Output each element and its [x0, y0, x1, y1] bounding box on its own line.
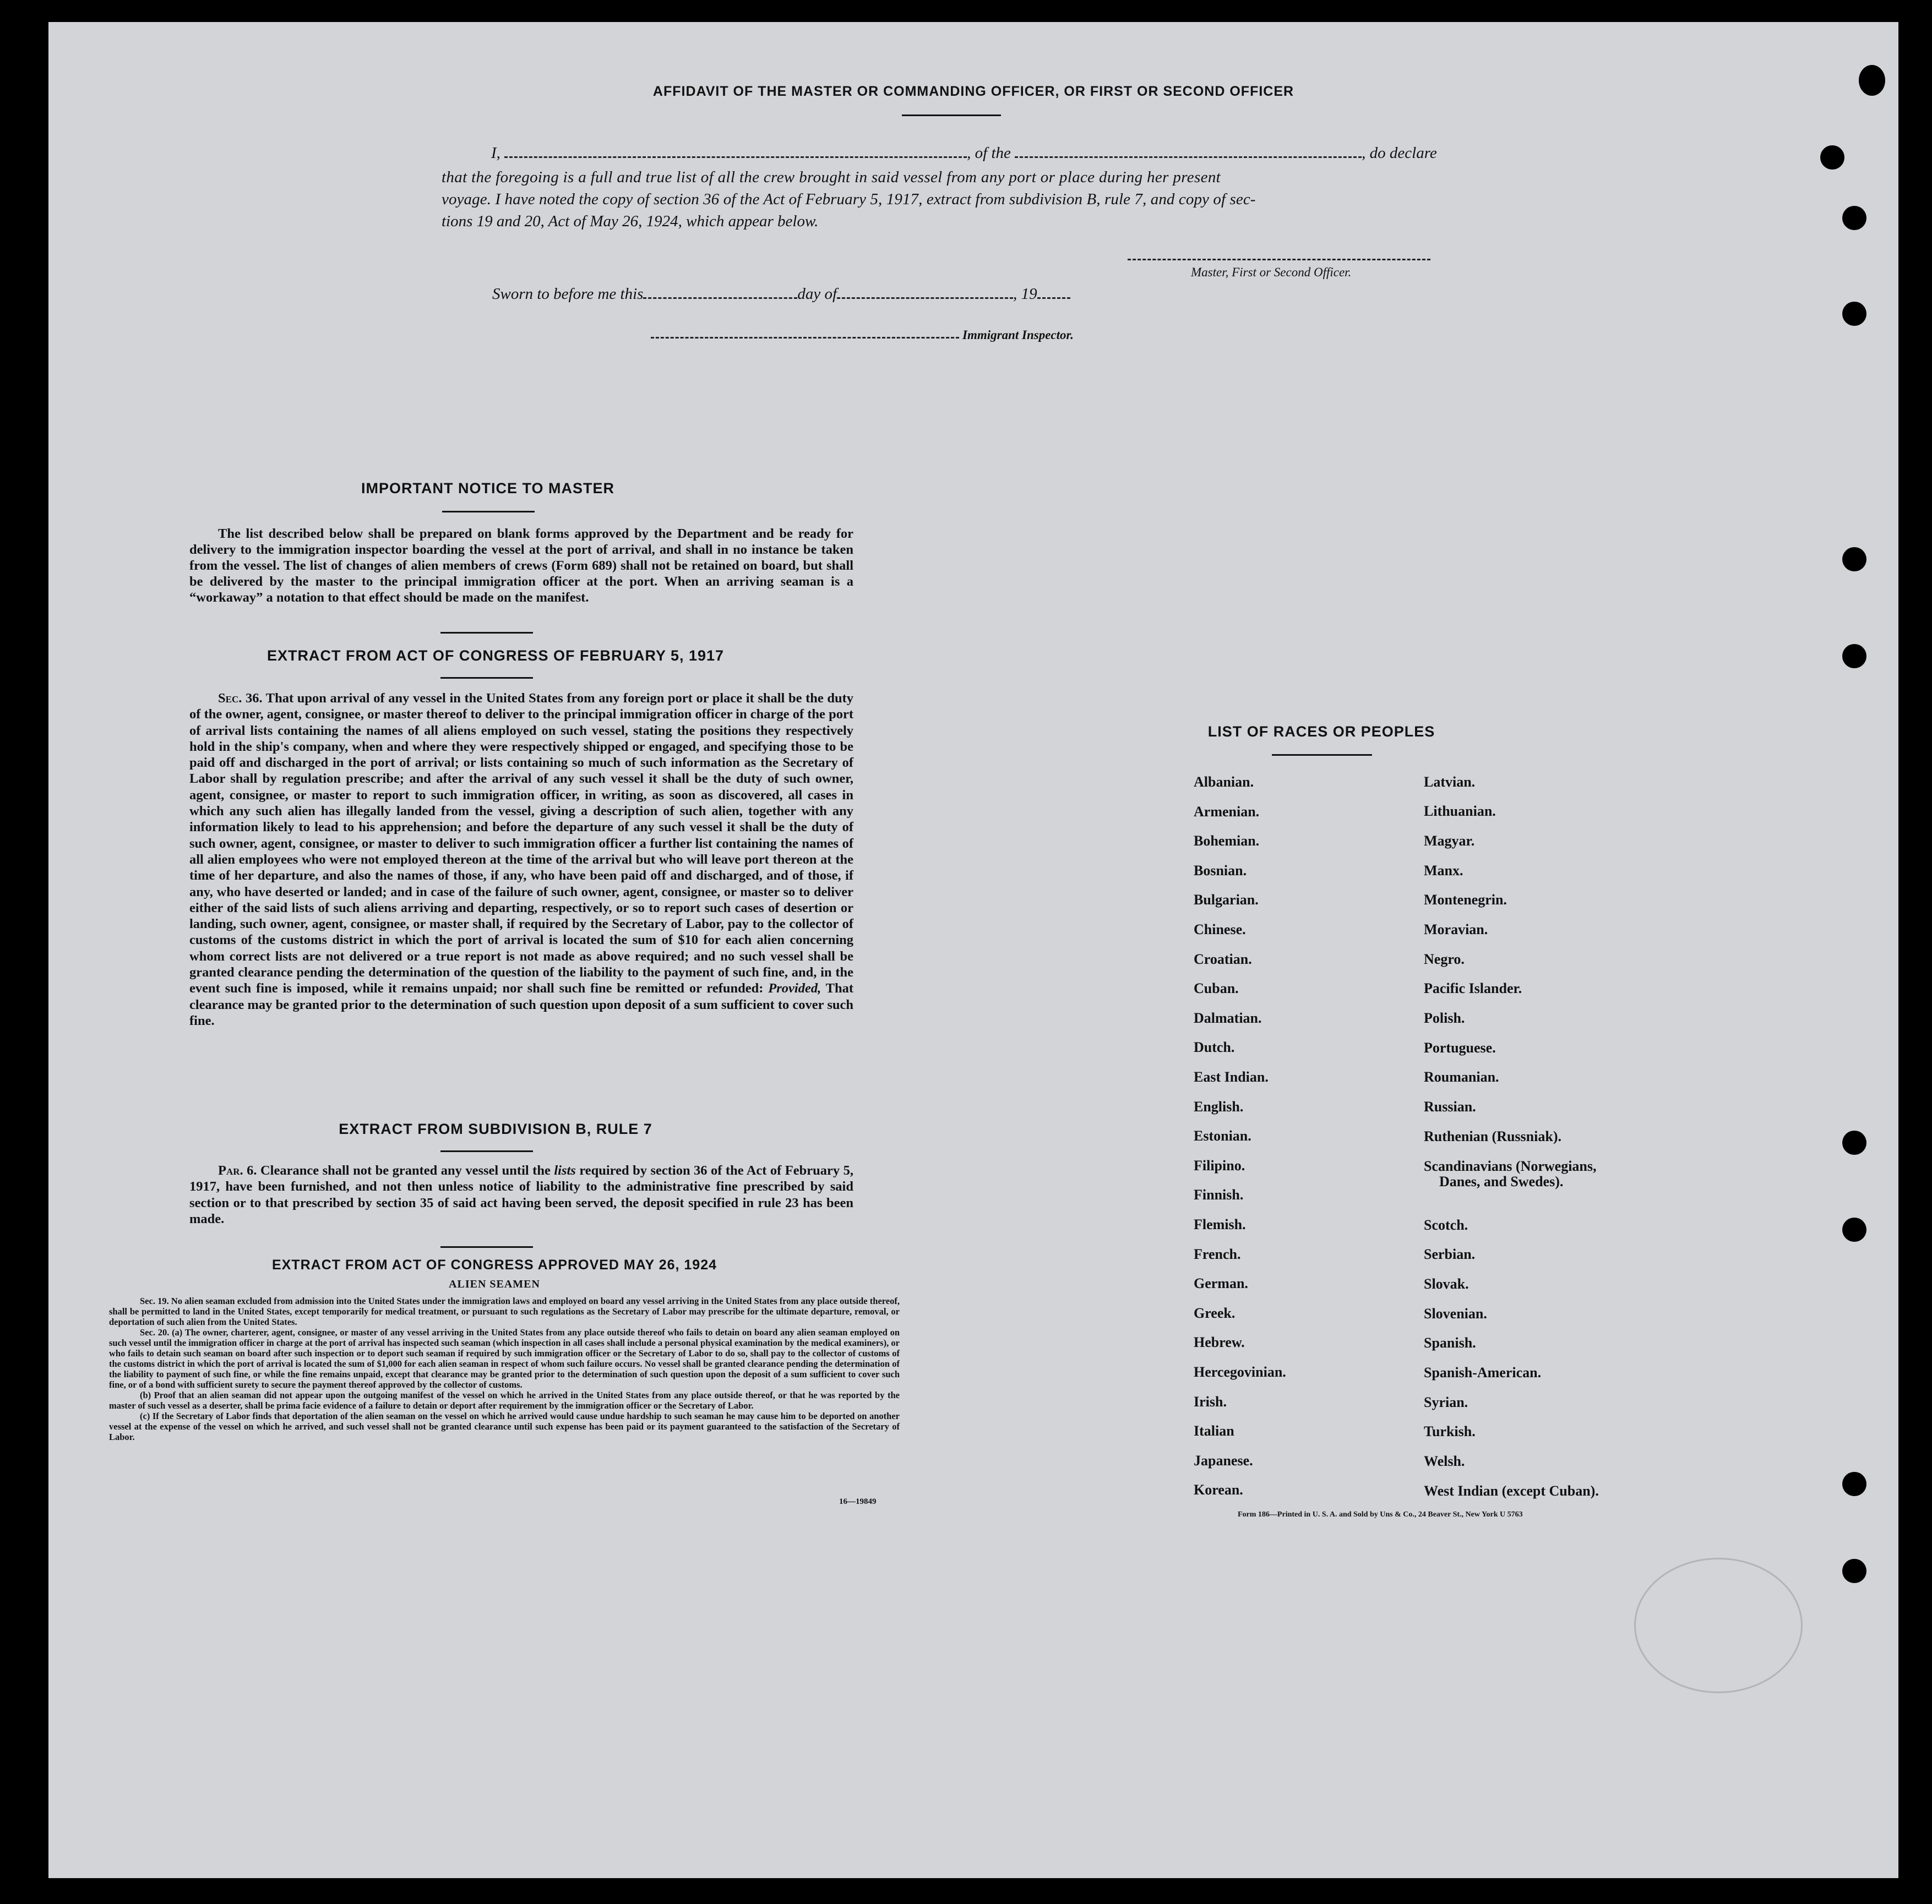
act1924-top-rule — [440, 1246, 533, 1248]
race-item: Chinese. — [1194, 921, 1246, 937]
race-item: Japanese. — [1194, 1452, 1253, 1469]
affidavit-do-declare: , do declare — [1362, 144, 1437, 162]
stamp-impression — [1634, 1558, 1803, 1693]
par6-label: Par. 6. — [218, 1163, 257, 1178]
sworn-day-of: day of — [797, 285, 837, 303]
punch-hole-icon — [1820, 145, 1844, 170]
par6-text-b: required by section 36 of the Act of February 5, 1917, have been furnished, and not then unless notice of liability to the administrative fine prescribed by said section or to that prescribed by section 35 of said act having been served, the deposit specified in rule 23 has been made. — [189, 1163, 853, 1226]
sec36-provided: Provided, — [768, 981, 821, 996]
race-item: Irish. — [1194, 1393, 1227, 1410]
race-item: Filipino. — [1194, 1157, 1245, 1174]
race-item: Croatian. — [1194, 951, 1252, 967]
race-item: Welsh. — [1424, 1453, 1465, 1469]
race-item: Russian. — [1424, 1099, 1476, 1115]
rule7-rule — [440, 1150, 533, 1152]
race-item: Roumanian. — [1424, 1069, 1499, 1085]
race-item: Italian — [1194, 1423, 1234, 1439]
notice-body: The list described below shall be prepared on blank forms approved by the Department and be ready for delivery to the immigration inspector boarding the vessel at the port of arrival, and shall in no instance be taken from the vessel. The list of changes of alien members of crews (Form 689) shall not be retained on board, but shall be delivered by the master to the principal immigration officer at the port. When an arriving seaman is a “workaway” a notation to that effect should be made on the manifest. — [189, 526, 853, 605]
race-item: Armenian. — [1194, 803, 1260, 820]
form-imprint: Form 186—Printed in U. S. A. and Sold by Uns & Co., 24 Beaver St., New York U 5763 — [1238, 1510, 1523, 1519]
race-item: Cuban. — [1194, 980, 1239, 997]
sworn-text: Sworn to before me this — [492, 285, 644, 303]
race-item: Hebrew. — [1194, 1334, 1245, 1351]
title-rule — [902, 114, 1001, 116]
race-item: Spanish-American. — [1424, 1365, 1542, 1381]
document-page — [48, 22, 1898, 1878]
affidavit-line-3: voyage. I have noted the copy of section 36 of the Act of February 5, 1917, extract from subdivision B, rule 7, and copy of sec- — [442, 190, 1256, 208]
master-signature-line[interactable] — [1128, 259, 1430, 260]
race-item: Moravian. — [1424, 921, 1488, 937]
race-item: Dalmatian. — [1194, 1010, 1262, 1026]
sworn-year: , 19 — [1013, 285, 1037, 303]
notice-title: IMPORTANT NOTICE TO MASTER — [361, 480, 614, 497]
sec20a-text: Sec. 20. (a) The owner, charterer, agent, consignee, or master of any vessel arriving in the United States from any place outside thereof who fails to detain on board any alien seaman employed on such vessel until the immigration officer in charge at the port of arrival has inspected such seaman (which inspection in all cases shall include a personal physical examination by the medical examiners), or who fails to detain such seaman on board after such inspection or to deport such seaman if required by such immigration officer or the Secretary of Labor to do so, shall pay to the collector of customs of the customs district in which the port of arrival is located the sum of $1,000 for each alien seaman in respect of whom such failure occurs. No vessel shall be granted clearance pending the determination of the liability to payment of such fine, or while the fine remains unpaid, except that clearance may be granted prior to the determination of such question upon the deposit of a sum sufficient to cover such fine, or of a bond with sufficient surety to secure the payment thereof approved by the collector of customs. — [109, 1327, 900, 1390]
race-item: Negro. — [1424, 951, 1465, 967]
race-item: Korean. — [1194, 1482, 1243, 1498]
affidavit-line-4: tions 19 and 20, Act of May 26, 1924, which appear below. — [442, 212, 819, 230]
affidavit-declaration-line — [442, 144, 1515, 162]
race-item: French. — [1194, 1246, 1241, 1262]
punch-hole-icon — [1842, 1131, 1866, 1155]
act1924-body — [109, 1296, 900, 1442]
sec36-tail: That clearance may be granted prior to the determination of such question upon deposit of a sum sufficient to cover such fine. — [189, 981, 854, 1028]
notice-rule — [442, 511, 535, 512]
act1924-subtitle: ALIEN SEAMEN — [449, 1278, 540, 1290]
race-item: Danes, and Swedes). — [1439, 1174, 1564, 1190]
par6-text-a: Clearance shall not be granted any vessel until the — [260, 1163, 551, 1178]
race-item: Bulgarian. — [1194, 892, 1259, 908]
race-item: Greek. — [1194, 1305, 1236, 1321]
race-item: Montenegrin. — [1424, 892, 1507, 908]
race-item: Portuguese. — [1424, 1040, 1496, 1056]
race-item: Bosnian. — [1194, 862, 1247, 879]
affidavit-of-the: , of the — [967, 144, 1011, 162]
race-item: Hercegovinian. — [1194, 1364, 1286, 1380]
race-item: Serbian. — [1424, 1246, 1476, 1262]
rule7-title: EXTRACT FROM SUBDIVISION B, RULE 7 — [339, 1121, 652, 1137]
race-item: Finnish. — [1194, 1187, 1244, 1203]
race-item: Bohemian. — [1194, 833, 1260, 849]
inspector-signature-line[interactable] — [651, 337, 959, 339]
race-item: Pacific Islander. — [1424, 980, 1522, 996]
race-item: Magyar. — [1424, 833, 1475, 849]
affidavit-line-2: that the foregoing is a full and true list of all the crew brought in said vessel from any port or place during her present — [442, 168, 1221, 186]
race-item: East Indian. — [1194, 1069, 1269, 1085]
race-item: Manx. — [1424, 863, 1463, 879]
race-item: Spanish. — [1424, 1335, 1476, 1351]
ink-blot-icon — [1859, 65, 1885, 96]
extract1917-rule — [440, 677, 533, 679]
race-item: Ruthenian (Russniak). — [1424, 1128, 1561, 1144]
races-rule — [1272, 754, 1372, 756]
sec36-text: That upon arrival of any vessel in the United States from any foreign port or place it shall be the duty of the owner, agent, consignee, or master thereof to deliver to the principal immigration officer in charge of the port of arrival lists containing the names of all aliens employed on such vessel, stating the positions they respectively hold in the ship's company, when and where they were respectively shipped or engaged, and specifying those to be paid off and discharged in the port of arrival; or lists containing so much of such information as the Secretary of Labor shall by regulation prescribe; and after the arrival of any such vessel it shall be the duty of such owner, agent, consignee, or master to report to such immigration officer, in writing, as soon as discovered, all cases in which any such alien has illegally landed from the vessel, giving a description of such alien, together with any information likely to lead to his apprehension; and before the departure of any such vessel it shall be the duty of such owner, agent, consignee, or master to deliver to such immigration officer a further list containing the names of all alien employees who were not employed thereon at the time of the arrival but who will leave port thereon at the time of her departure, and also the names of those, if any, who have been paid off and discharged, and of those, if any, who have deserted or landed; and in case of the failure of such owner, agent, consignee, or master so to deliver either of the said lists of such aliens arriving and departing, respectively, or so to report such cases of desertion or landing, such owner, agent, consignee, or master shall, if required by the Secretary of Labor, pay to the collector of customs of the customs district in which the port of arrival is located the sum of $10 for each alien concerning whom correct lists are not delivered or a true report is not made as above required; and no such vessel shall be granted clearance pending the determination of the question of the liability to the payment of such fine, and, in the event such fine is imposed, while it remains unpaid; nor shall such fine be remitted or refunded: — [189, 691, 854, 996]
races-title: LIST OF RACES OR PEOPLES — [1207, 723, 1435, 740]
punch-hole-icon — [1842, 206, 1866, 230]
race-item: Scandinavians (Norwegians, — [1424, 1158, 1597, 1174]
par6-lists: lists — [554, 1163, 576, 1178]
sec36-label: Sec. 36. — [218, 691, 263, 706]
sec19-text: Sec. 19. No alien seaman excluded from admission into the United States under the immigration laws and employed on board any vessel arriving in the United States from any place outside thereof, shall be permitted to land in the United States, except temporarily for medical treatment, or pursuant to such regulations as the Secretary of Labor may prescribe for the ultimate departure, removal, or deportation of such alien from the United States. — [109, 1296, 900, 1327]
sec20c-text: (c) If the Secretary of Labor finds that deportation of the alien seaman on the vessel on which he arrived would cause undue hardship to such seaman he may cause him to be deported on another vessel at the expense of the vessel on which he arrived, and such vessel shall not be granted clearance until such expense has been paid or its payment guaranteed to the satisfaction of the Secretary of Labor. — [109, 1411, 900, 1442]
race-item: Latvian. — [1424, 774, 1476, 790]
race-item: Turkish. — [1424, 1423, 1476, 1439]
affidavit-title: AFFIDAVIT OF THE MASTER OR COMMANDING OFFICER, OR FIRST OR SECOND OFFICER — [652, 84, 1294, 99]
act1924-form-code: 16—19849 — [839, 1497, 877, 1506]
punch-hole-icon — [1842, 302, 1866, 326]
race-item: English. — [1194, 1098, 1244, 1115]
race-item: Albanian. — [1194, 774, 1254, 790]
inspector-label: Immigrant Inspector. — [962, 328, 1074, 342]
race-item: West Indian (except Cuban). — [1424, 1483, 1599, 1499]
race-item: Lithuanian. — [1424, 803, 1496, 819]
extract1917-title: EXTRACT FROM ACT OF CONGRESS OF FEBRUARY 5, 1917 — [266, 647, 725, 664]
sworn-line — [492, 285, 1070, 303]
act1924-title: EXTRACT FROM ACT OF CONGRESS APPROVED MAY 26, 1924 — [271, 1257, 717, 1273]
extract1917-body — [189, 690, 853, 1029]
extract1917-top-rule — [440, 632, 533, 634]
race-item: German. — [1194, 1275, 1248, 1292]
punch-hole-icon — [1842, 1472, 1866, 1496]
master-signature-label: Master, First or Second Officer. — [1191, 265, 1352, 279]
punch-hole-icon — [1842, 547, 1866, 571]
sec20b-text: (b) Proof that an alien seaman did not appear upon the outgoing manifest of the vessel on which he arrived in the United States from any place outside thereof, or that he was reported by the master of such vessel as a deserter, shall be prima facie evidence of a failure to detain or deport after requirement by the immigration officer or the Secretary of Labor. — [109, 1390, 900, 1411]
punch-hole-icon — [1842, 644, 1866, 668]
race-item: Slovak. — [1424, 1276, 1469, 1292]
affidavit-i: I, — [491, 144, 500, 162]
rule7-body — [189, 1163, 853, 1227]
race-item: Dutch. — [1194, 1039, 1235, 1056]
race-item: Polish. — [1424, 1010, 1465, 1026]
punch-hole-icon — [1842, 1218, 1866, 1242]
race-item: Flemish. — [1194, 1216, 1246, 1232]
race-item: Slovenian. — [1424, 1306, 1487, 1322]
race-item: Scotch. — [1424, 1217, 1468, 1233]
punch-hole-icon — [1842, 1559, 1866, 1583]
race-item: Syrian. — [1424, 1394, 1468, 1410]
race-item: Estonian. — [1194, 1128, 1251, 1144]
